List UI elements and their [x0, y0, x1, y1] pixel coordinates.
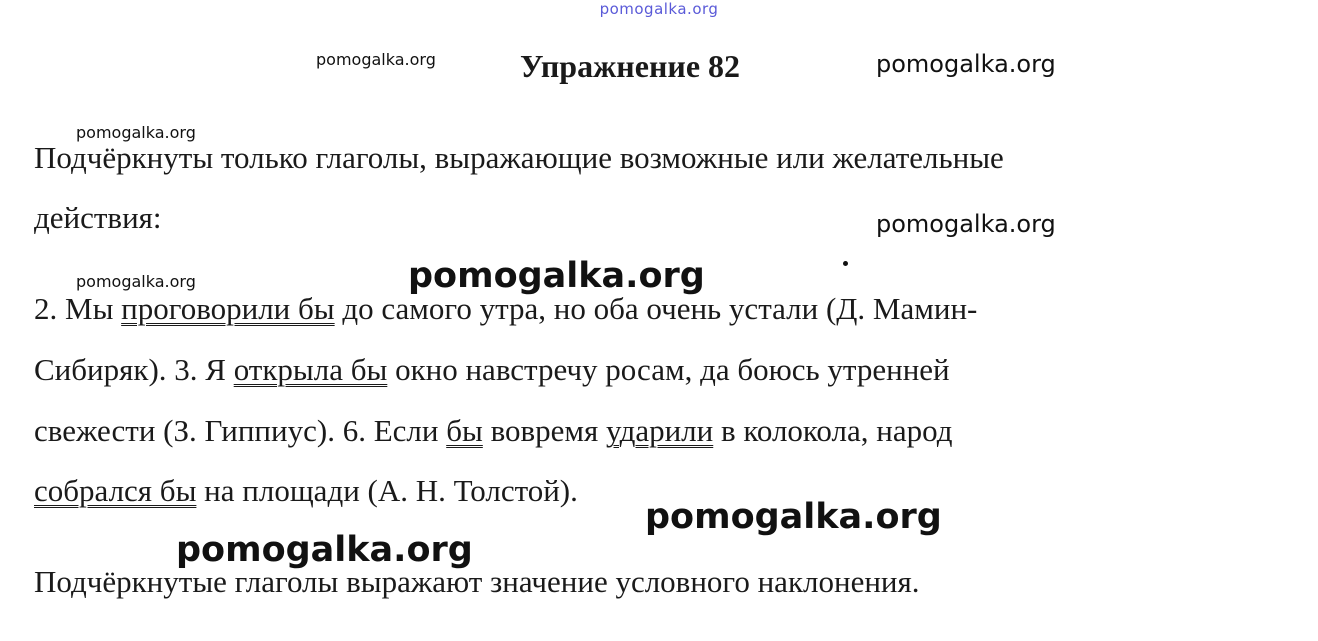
- underlined-verb: ударили: [606, 413, 714, 448]
- watermark: pomogalka.org: [316, 50, 436, 69]
- watermark: pomogalka.org: [76, 123, 196, 142]
- watermark: pomogalka.org: [645, 497, 942, 537]
- page-title: Упражнение 82: [520, 48, 741, 84]
- example-text: вовремя: [482, 413, 607, 448]
- underlined-verb: бы: [446, 413, 483, 448]
- watermark: pomogalka.org: [408, 256, 705, 296]
- example-text: на площади (А. Н. Толстой).: [196, 473, 578, 508]
- top-site-link[interactable]: pomogalka.org: [599, 0, 719, 18]
- example-line: [34, 291, 977, 327]
- example-text: Сибиряк). 3. Я: [34, 352, 234, 387]
- underlined-verb: проговорили бы: [121, 291, 335, 326]
- watermark: pomogalka.org: [876, 210, 1056, 238]
- example-text: свежести (З. Гиппиус). 6. Если: [34, 413, 447, 448]
- watermark: pomogalka.org: [876, 50, 1056, 78]
- example-text: окно навстречу росам, да боюсь утренней: [387, 352, 950, 387]
- watermark: pomogalka.org: [176, 530, 473, 570]
- example-text: 2. Мы: [34, 291, 122, 326]
- watermark: pomogalka.org: [76, 272, 196, 291]
- intro-line: Подчёркнуты только глаголы, выражающие возможные или желательные: [34, 140, 1004, 175]
- example-line: [34, 352, 950, 388]
- example-line: [34, 473, 578, 509]
- stray-dot: [843, 261, 848, 266]
- example-line: [34, 413, 952, 449]
- underlined-verb: открыла бы: [233, 352, 388, 387]
- underlined-verb: собрался бы: [34, 473, 197, 508]
- conclusion-line: Подчёркнутые глаголы выражают значение условного наклонения.: [34, 564, 920, 599]
- example-text: в колокола, народ: [713, 413, 953, 448]
- intro-line: действия:: [34, 200, 162, 235]
- example-text: до самого утра, но оба очень устали (Д. Мамин-: [334, 291, 978, 326]
